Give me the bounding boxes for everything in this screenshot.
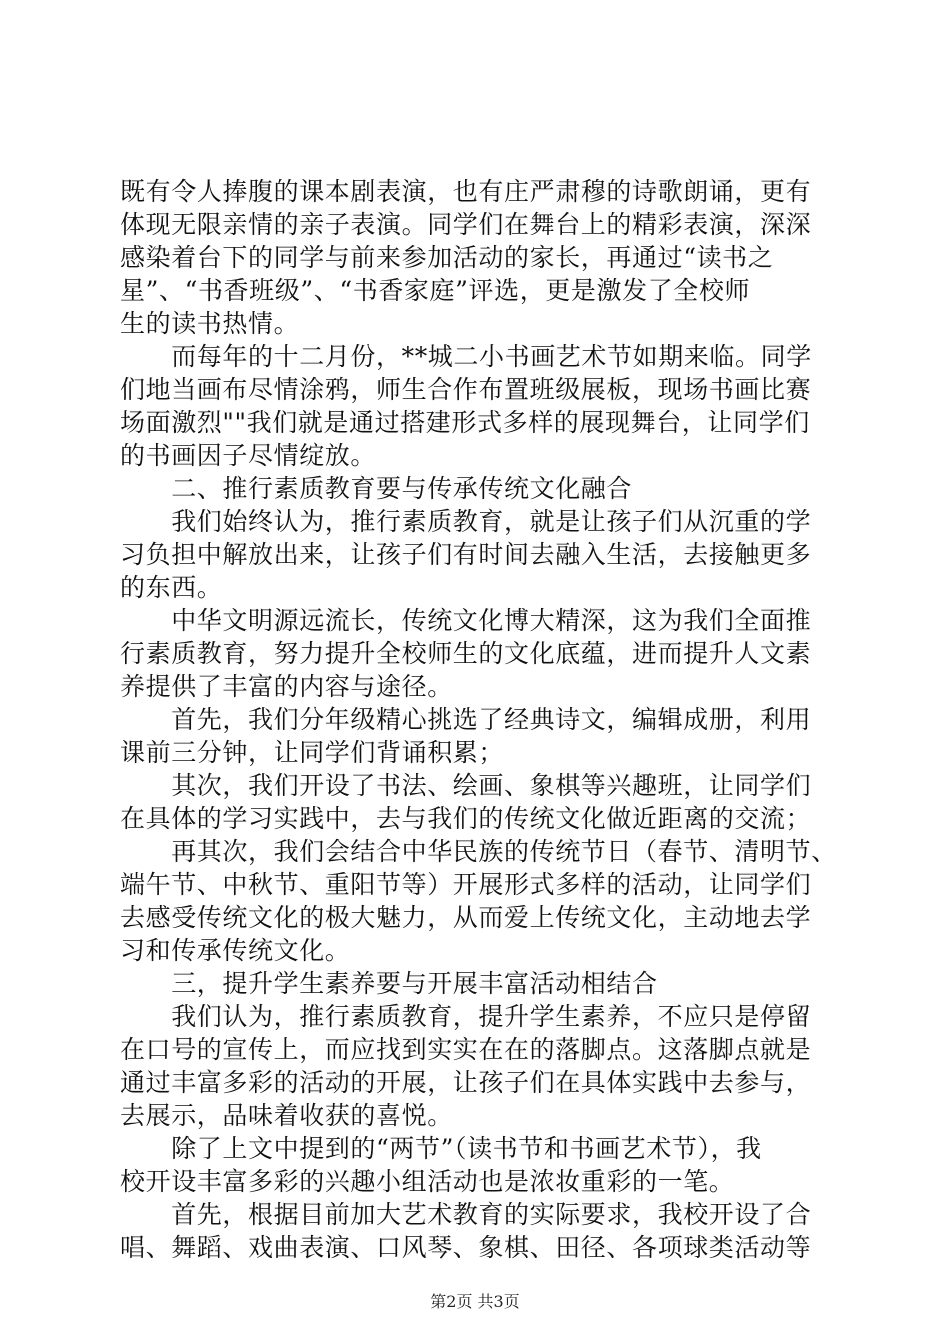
- section-heading: 二、推行素质教育要与传承传统文化融合: [120, 474, 633, 503]
- text-line: 去感受传统文化的极大魅力，从而爱上传统文化，主动地去学: [120, 903, 812, 932]
- text-line: 们地当画布尽情涂鸦，师生合作布置班级展板，现场书画比赛: [120, 375, 812, 404]
- page-number-footer: 第2页 共3页: [430, 1292, 520, 1311]
- text-line: 行素质教育，努力提升全校师生的文化底蕴，进而提升人文素: [120, 639, 812, 668]
- text-line: 体现无限亲情的亲子表演。同学们在舞台上的精彩表演，深深: [120, 210, 812, 239]
- text-line: 通过丰富多彩的活动的开展，让孩子们在具体实践中去参与，: [120, 1068, 812, 1097]
- text-line: 习负担中解放出来，让孩子们有时间去融入生活，去接触更多: [120, 540, 812, 569]
- text-line: 首先，根据目前加大艺术教育的实际要求，我校开设了合: [120, 1200, 812, 1229]
- text-line: 场面激烈""我们就是通过搭建形式多样的展现舞台，让同学们: [120, 408, 810, 437]
- text-line: 在口号的宣传上，而应找到实实在在的落脚点。这落脚点就是: [120, 1035, 812, 1064]
- text-line: 再其次，我们会结合中华民族的传统节日（春节、清明节、: [120, 837, 837, 866]
- text-line: 星”、“书香班级”、“书香家庭”评选，更是激发了全校师: [120, 276, 751, 305]
- text-line: 去展示，品味着收获的喜悦。: [120, 1101, 453, 1130]
- text-line: 的书画因子尽情绽放。: [120, 441, 377, 470]
- text-line: 而每年的十二月份，**城二小书画艺术节如期来临。同学: [120, 342, 812, 371]
- text-line: 除了上文中提到的“两节”（读书节和书画艺术节），我: [120, 1134, 762, 1163]
- text-line: 唱、舞蹈、戏曲表演、口风琴、象棋、田径、各项球类活动等: [120, 1233, 812, 1262]
- text-line: 端午节、中秋节、重阳节等）开展形式多样的活动，让同学们: [120, 870, 812, 899]
- text-line: 课前三分钟，让同学们背诵积累；: [120, 738, 505, 767]
- text-line: 校开设丰富多彩的兴趣小组活动也是浓妆重彩的一笔。: [120, 1167, 735, 1196]
- text-line: 我们始终认为，推行素质教育，就是让孩子们从沉重的学: [120, 507, 812, 536]
- text-line: 首先，我们分年级精心挑选了经典诗文，编辑成册，利用: [120, 705, 812, 734]
- text-line: 我们认为，推行素质教育，提升学生素养，不应只是停留: [120, 1002, 812, 1031]
- text-line: 习和传承传统文化。: [120, 936, 351, 965]
- text-line: 中华文明源远流长，传统文化博大精深，这为我们全面推: [120, 606, 812, 635]
- section-heading: 三，提升学生素养要与开展丰富活动相结合: [120, 969, 658, 998]
- text-line: 生的读书热情。: [120, 309, 300, 338]
- text-line: 在具体的学习实践中，去与我们的传统文化做近距离的交流；: [120, 804, 812, 833]
- text-line: 的东西。: [120, 573, 223, 602]
- text-line: 其次，我们开设了书法、绘画、象棋等兴趣班，让同学们: [120, 771, 812, 800]
- text-line: 既有令人捧腹的课本剧表演，也有庄严肃穆的诗歌朗诵，更有: [120, 177, 812, 206]
- text-line: 养提供了丰富的内容与途径。: [120, 672, 453, 701]
- text-line: 感染着台下的同学与前来参加活动的家长，再通过“读书之: [120, 243, 774, 272]
